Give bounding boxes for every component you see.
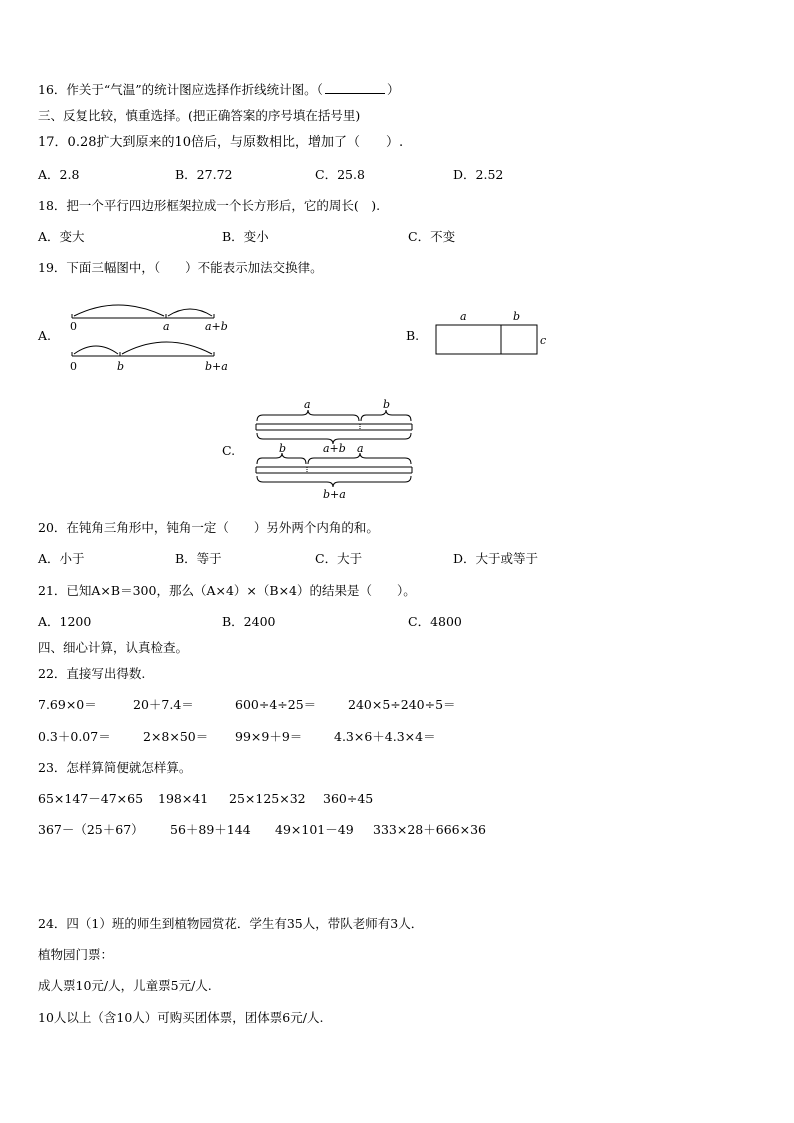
q23-item: 360÷45 xyxy=(323,791,374,806)
fig-a-bottom-b: b xyxy=(117,360,125,373)
q18-stem: 18．把一个平行四边形框架拉成一个长方形后，它的周长( ). xyxy=(38,198,381,213)
q22-stem: 22．直接写出得数. xyxy=(38,666,146,681)
q16-close: ） xyxy=(386,82,400,97)
q20-option-c[interactable]: C．大于 xyxy=(315,551,363,566)
fig-c-bottom-b: b xyxy=(279,442,287,455)
q23-item: 367－（25＋67） xyxy=(38,822,144,837)
fig-c-bottom-a: a xyxy=(357,442,364,455)
q18-option-c[interactable]: C．不变 xyxy=(408,229,456,244)
q17-option-b[interactable]: B．27.72 xyxy=(175,167,233,182)
q24-stem: 24．四（1）班的师生到植物园赏花．学生有35人，带队老师有3人． xyxy=(38,916,424,931)
section-3-heading: 三、反复比较，慎重选择。(把正确答案的序号填在括号里) xyxy=(38,108,361,123)
fig-c-bottom-sum: b+a xyxy=(323,488,346,501)
fig-b-a: a xyxy=(460,310,467,323)
q17-stem: 17．0.28扩大到原来的10倍后，与原数相比，增加了（ ）. xyxy=(38,135,404,150)
q22-item: 0.3＋0.07＝ xyxy=(38,729,111,744)
q22-item: 240×5÷240÷5＝ xyxy=(348,697,456,712)
q22-item: 600÷4÷25＝ xyxy=(235,697,317,712)
q22-item: 7.69×0＝ xyxy=(38,697,97,712)
figure-b-rectangle xyxy=(436,325,537,354)
q17-option-d[interactable]: D．2.52 xyxy=(453,167,504,182)
q23-item: 333×28＋666×36 xyxy=(373,822,486,837)
figure-a-number-line xyxy=(72,305,214,356)
q23-item: 49×101－49 xyxy=(275,822,354,837)
fig-a-top-a: a xyxy=(163,320,170,333)
fig-a-bottom-ba: b+a xyxy=(205,360,228,373)
q18-option-a[interactable]: A．变大 xyxy=(38,229,85,244)
fig-c-top-b: b xyxy=(383,398,391,411)
q20-option-d[interactable]: D．大于或等于 xyxy=(453,551,539,566)
q16-text: 16．作关于“气温”的统计图应选择作折线统计图。（ xyxy=(38,82,323,97)
q21-option-c[interactable]: C．4800 xyxy=(408,614,462,629)
q22-item: 4.3×6＋4.3×4＝ xyxy=(334,729,436,744)
q22-item: 99×9＋9＝ xyxy=(235,729,303,744)
q23-item: 56＋89＋144 xyxy=(170,822,251,837)
q19-label-a[interactable]: A. xyxy=(38,328,52,343)
q22-item: 20＋7.4＝ xyxy=(133,697,194,712)
q20-option-a[interactable]: A．小于 xyxy=(38,551,85,566)
fig-a-top-ab: a+b xyxy=(205,320,228,333)
fig-b-c: c xyxy=(540,334,547,347)
q20-option-b[interactable]: B．等于 xyxy=(175,551,222,566)
q20-stem: 20．在钝角三角形中，钝角一定（ ）另外两个内角的和。 xyxy=(38,520,379,535)
q23-stem: 23．怎样算简便就怎样算。 xyxy=(38,760,192,775)
q23-item: 198×41 xyxy=(158,791,209,806)
q19-stem: 19．下面三幅图中，（ ）不能表示加法交换律。 xyxy=(38,260,323,275)
q24-line-3: 成人票10元/人，儿童票5元/人. xyxy=(38,978,212,993)
q21-option-a[interactable]: A．1200 xyxy=(38,614,92,629)
q21-option-b[interactable]: B．2400 xyxy=(222,614,276,629)
fig-a-bottom-0: 0 xyxy=(70,360,77,373)
q22-item: 2×8×50＝ xyxy=(143,729,209,744)
q23-item: 25×125×32 xyxy=(229,791,306,806)
q24-line-2: 植物园门票： xyxy=(38,947,114,962)
q23-item: 65×147－47×65 xyxy=(38,791,144,806)
q17-option-a[interactable]: A．2.8 xyxy=(38,167,80,182)
fig-a-top-0: 0 xyxy=(70,320,77,333)
q19-label-c[interactable]: C. xyxy=(222,443,236,458)
q21-stem: 21．已知A×B＝300，那么（A×4）×（B×4）的结果是（ ）。 xyxy=(38,583,416,598)
q17-option-c[interactable]: C．25.8 xyxy=(315,167,365,182)
q18-option-b[interactable]: B．变小 xyxy=(222,229,269,244)
fig-b-b: b xyxy=(513,310,521,323)
section-4-heading: 四、细心计算，认真检查。 xyxy=(38,640,189,655)
q24-line-4: 10人以上（含10人）可购买团体票，团体票6元/人. xyxy=(38,1010,324,1025)
fig-c-top-sum: a+b xyxy=(323,442,346,455)
fig-c-top-a: a xyxy=(304,398,311,411)
q19-label-b[interactable]: B. xyxy=(406,328,420,343)
